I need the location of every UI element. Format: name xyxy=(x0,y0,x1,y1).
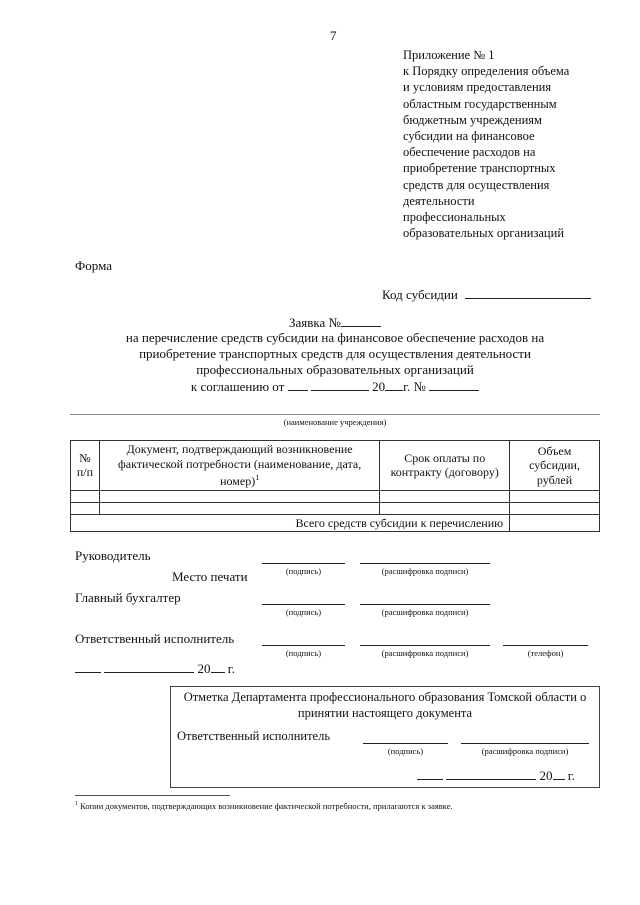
date-month-field[interactable] xyxy=(104,660,194,673)
agreement-month-field[interactable] xyxy=(311,378,369,391)
total-label: Всего средств субсидии к перечислению xyxy=(71,514,510,532)
agreement-number-field[interactable] xyxy=(429,378,479,391)
appendix-line: обеспечение расходов на xyxy=(403,145,536,160)
col-number-header: № п/п xyxy=(71,441,100,491)
appendix-line: к Порядку определения объема xyxy=(403,64,570,79)
date-line xyxy=(75,660,235,677)
footnote-text: Копии документов, подтверждающих возникновение фактической потребности, прилагаются к заявке. xyxy=(80,801,453,811)
department-mark-box xyxy=(170,686,600,788)
appendix-line: деятельности xyxy=(403,193,475,208)
decode-caption: (расшифровка подписи) xyxy=(481,746,569,756)
agreement-prefix: к соглашению от xyxy=(190,379,285,394)
box-date-line xyxy=(417,767,575,784)
box-executor-label: Ответственный исполнитель xyxy=(177,729,331,743)
col-document-text: Документ, подтверждающий возникновение фактической потребности (наименование, дата, номер) xyxy=(118,442,362,488)
accountant-label: Главный бухгалтер xyxy=(75,590,181,605)
subsidy-code xyxy=(382,286,591,303)
date-year-suffix: г. xyxy=(227,661,235,676)
appendix-line: образовательных организаций xyxy=(403,226,565,241)
head-signature-line[interactable] xyxy=(262,563,345,564)
appendix-line: Приложение № 1 xyxy=(403,48,495,62)
subsidy-code-field[interactable] xyxy=(465,286,591,299)
accountant-signature-line[interactable] xyxy=(262,604,345,605)
agreement-year-prefix: 20 xyxy=(372,379,386,394)
footnote-separator xyxy=(75,795,230,796)
footnote-ref: 1 xyxy=(255,473,260,482)
box-signature-line[interactable] xyxy=(363,743,448,744)
appendix-line: и условиям предоставления xyxy=(403,80,552,95)
executor-decode-line[interactable] xyxy=(360,645,490,646)
executor-signature-line[interactable] xyxy=(262,645,345,646)
box-decode-line[interactable] xyxy=(461,743,589,744)
accountant-decode-line[interactable] xyxy=(360,604,490,605)
decode-caption: (расшифровка подписи) xyxy=(381,607,469,617)
appendix-line: субсидии на финансовое xyxy=(403,129,535,144)
executor-label: Ответственный исполнитель xyxy=(75,631,235,646)
box-date-year-prefix: 20 xyxy=(539,768,553,783)
total-value[interactable] xyxy=(510,514,600,532)
head-label: Руководитель xyxy=(75,548,151,563)
date-year-prefix: 20 xyxy=(197,661,211,676)
executor-phone-line[interactable] xyxy=(503,645,588,646)
appendix-line: средств для осуществления xyxy=(403,177,550,192)
agreement-year-field[interactable] xyxy=(385,378,403,391)
title-agreement-line xyxy=(75,378,595,395)
appendix-line: бюджетным учреждениям xyxy=(403,112,542,127)
request-title xyxy=(75,314,595,331)
department-mark-title: Отметка Департамента профессионального образования Томской области о принятии настоящего документа xyxy=(183,690,587,720)
table-header-row xyxy=(71,441,600,491)
footnote-mark: 1 xyxy=(75,801,78,808)
agreement-no-label: г. № xyxy=(403,379,426,394)
table-row[interactable] xyxy=(71,502,600,514)
footnote xyxy=(75,801,453,811)
box-date-day-field[interactable] xyxy=(417,767,443,780)
box-date-month-field[interactable] xyxy=(446,767,536,780)
stamp-label: Место печати xyxy=(172,569,248,584)
appendix-line: приобретение транспортных xyxy=(403,161,556,176)
title-line-3: приобретение транспортных средств для осуществления деятельности xyxy=(139,346,531,361)
title-line-4: профессиональных образовательных организаций xyxy=(196,362,474,377)
head-decode-line[interactable] xyxy=(360,563,490,564)
documents-table xyxy=(70,440,600,532)
sign-caption: (подпись) xyxy=(387,746,424,756)
decode-caption: (расшифровка подписи) xyxy=(381,566,469,576)
page-number: 7 xyxy=(330,28,337,43)
sign-caption: (подпись) xyxy=(285,607,322,617)
box-date-year-suffix: г. xyxy=(567,768,575,783)
date-year-field[interactable] xyxy=(211,660,225,673)
date-day-field[interactable] xyxy=(75,660,101,673)
col-term-header: Срок оплаты по контракту (договору) xyxy=(380,441,510,491)
table-total-row xyxy=(71,514,600,532)
subsidy-code-label: Код субсидии xyxy=(382,287,458,302)
title-request-no: Заявка № xyxy=(289,315,341,330)
request-number-field[interactable] xyxy=(341,314,381,327)
appendix-block xyxy=(403,47,623,241)
title-line-2: на перечисление средств субсидии на финансовое обеспечение расходов на xyxy=(125,330,545,345)
box-date-year-field[interactable] xyxy=(553,767,565,780)
decode-caption: (расшифровка подписи) xyxy=(381,648,469,658)
appendix-line: профессиональных xyxy=(403,210,506,225)
phone-caption: (телефон) xyxy=(527,648,564,658)
agreement-day-field[interactable] xyxy=(288,378,308,391)
appendix-line: областным государственным xyxy=(403,96,557,111)
org-name-caption: (наименование учреждения) xyxy=(283,417,387,427)
sign-caption: (подпись) xyxy=(285,648,322,658)
org-name-line[interactable] xyxy=(70,414,600,415)
sign-caption: (подпись) xyxy=(285,566,322,576)
col-document-header xyxy=(99,441,379,491)
table-row[interactable] xyxy=(71,490,600,502)
col-amount-header: Объем субсидии, рублей xyxy=(510,441,600,491)
form-label: Форма xyxy=(75,258,112,273)
